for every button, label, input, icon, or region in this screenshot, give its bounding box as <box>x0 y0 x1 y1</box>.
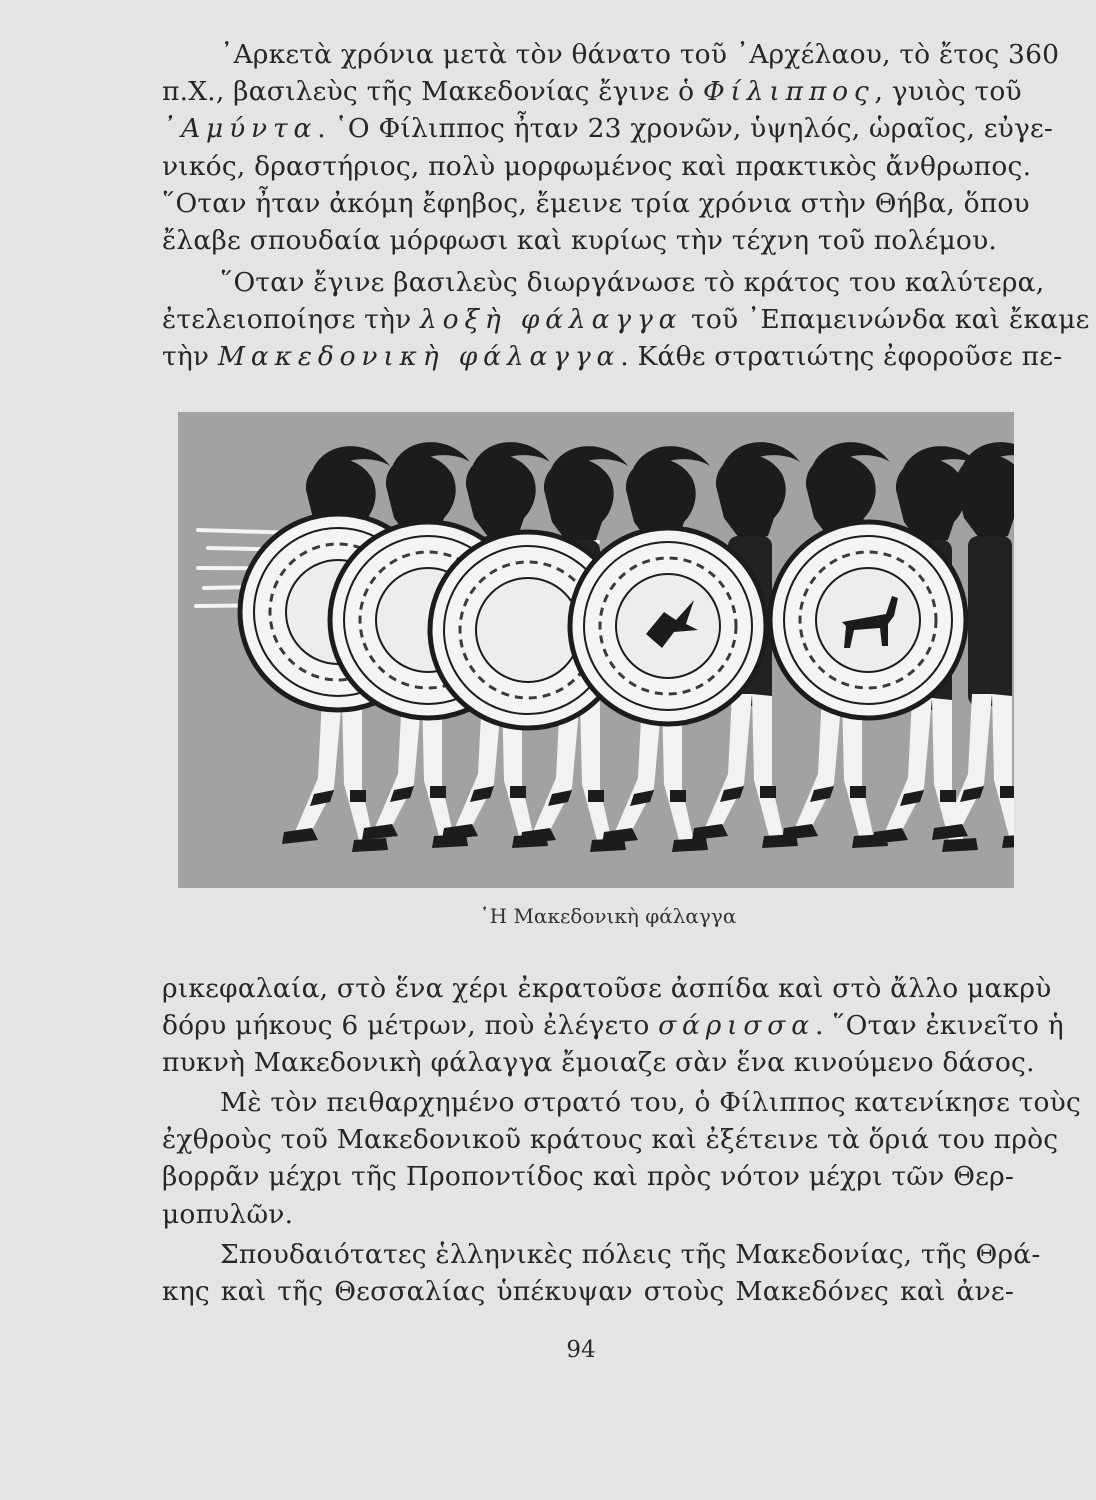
paragraph-1 <box>162 36 1060 259</box>
text-line: μοπυλῶν. <box>162 1198 294 1230</box>
phalanx-illustration <box>178 412 1014 888</box>
term-makedoniki-falagga: Μακεδονικὴ φάλαγγα <box>217 341 621 373</box>
text-line: τὴν Μακεδονικὴ φάλαγγα. Κάθε στρατιώτης ἐφοροῦσε πε- <box>162 341 1063 373</box>
text-line: ἐτελειοποίησε τὴν λοξὴ φάλαγγα τοῦ ᾽Επαμεινώνδα καὶ ἔκαμε <box>162 304 1090 336</box>
text-line: π.Χ., βασιλεὺς τῆς Μακεδονίας ἔγινε ὁ Φίλιππος, γυιὸς τοῦ <box>162 76 1022 108</box>
text-line: Μὲ τὸν πειθαρχημένο στρατό του, ὁ Φίλιππος κατενίκησε τοὺς <box>220 1087 1082 1118</box>
text-line: βορρᾶν μέχρι τῆς Προποντίδος καὶ πρὸς νότον μέχρι τῶν Θερ- <box>162 1161 1014 1193</box>
phalanx-drawing <box>178 412 1014 888</box>
text-line: δόρυ μήκους 6 μέτρων, ποὺ ἐλέγετο σάρισσα. ῞Οταν ἐκινεῖτο ἡ <box>162 1010 1064 1042</box>
text-line: Σπουδαιότατες ἑλληνικὲς πόλεις τῆς Μακεδονίας, τῆς Θρά- <box>220 1239 1041 1270</box>
text-line: ἔλαβε σπουδαία μόρφωσι καὶ κυρίως τὴν τέχνη τοῦ πολέμου. <box>162 225 998 257</box>
text-line: κης καὶ τῆς Θεσσαλίας ὑπέκυψαν στοὺς Μακεδόνες καὶ ἀνε- <box>162 1276 1014 1308</box>
text-line: ῞Οταν ἔγινε βασιλεὺς διωργάνωσε τὸ κράτος του καλύτερα, <box>220 267 1045 298</box>
figure-caption: ῾Η Μακεδονικὴ φάλαγγα <box>479 904 737 928</box>
text-line: ῞Οταν ἦταν ἀκόμη ἔφηβος, ἔμεινε τρία χρόνια στὴν Θήβα, ὅπου <box>162 187 1030 219</box>
term-loxi-falagga: λοξὴ φάλαγγα <box>420 304 683 336</box>
text-line: ἐχθροὺς τοῦ Μακεδονικοῦ κράτους καὶ ἐξέτεινε τὰ ὅριά του πρὸς <box>162 1124 1059 1156</box>
paragraph-3 <box>162 970 1064 1082</box>
text-line: ᾽Αμύντα. ῾Ο Φίλιππος ἦταν 23 χρονῶν, ὑψηλός, ὡραῖος, εὐγε- <box>162 113 1054 145</box>
text-line: ᾽Αρκετὰ χρόνια μετὰ τὸν θάνατο τοῦ ᾽Αρχέλαου, τὸ ἔτος 360 <box>220 39 1060 70</box>
page-number: 94 <box>566 1337 596 1363</box>
paragraph-2 <box>162 264 1090 376</box>
name-amyntas: ᾽Αμύντα <box>162 113 318 145</box>
text-line: πυκνὴ Μακεδονικὴ φάλαγγα ἔμοιαζε σὰν ἕνα κινούμενο δάσος. <box>162 1047 1035 1079</box>
text-line: νικός, δραστήριος, πολὺ μορφωμένος καὶ πρακτικὸς ἄνθρωπος. <box>162 150 1032 182</box>
paragraph-5 <box>162 1236 1041 1310</box>
name-philippos: Φίλιππος <box>702 76 875 108</box>
term-sarissa: σάρισσα <box>658 1010 815 1042</box>
paragraph-4 <box>162 1084 1082 1233</box>
text-line: ρικεφαλαία, στὸ ἕνα χέρι ἐκρατοῦσε ἀσπίδα καὶ στὸ ἄλλο μακρὺ <box>162 973 1052 1004</box>
